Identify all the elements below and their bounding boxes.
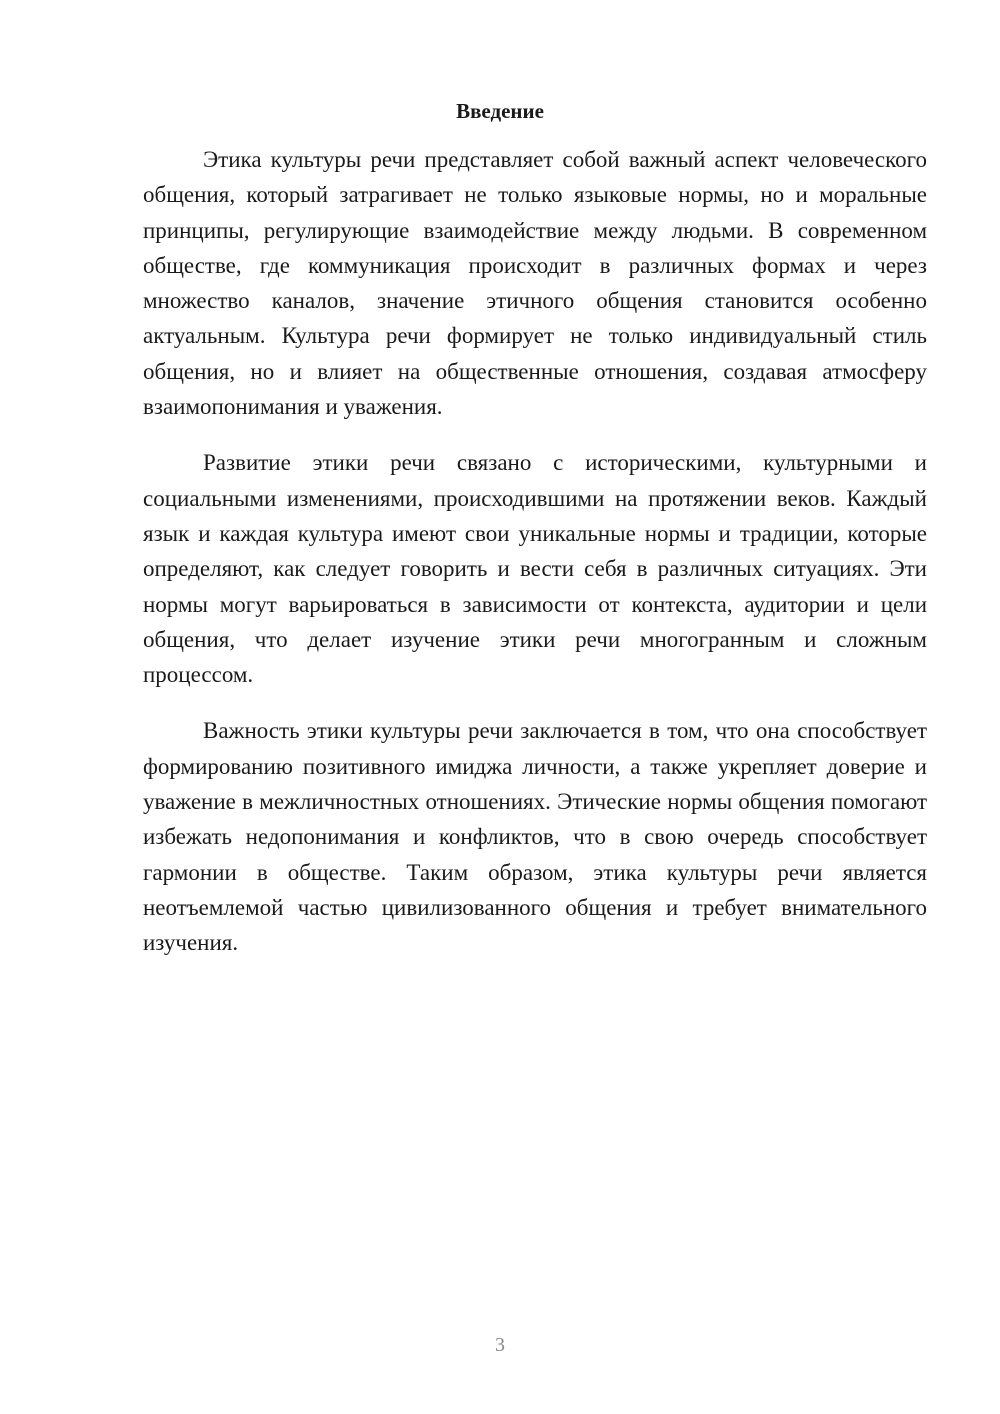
paragraph-3: Важность этики культуры речи заключается в том, что она способствует формированию позитивного имиджа личности, а также укрепляет доверие и уважение в межличностных отношениях. Этические нормы общения помогают избежать недопонимания и конфликтов, что в свою очередь способствует гармонии в обществе. Таким образом, этика культуры речи является неотъемлемой частью цивилизованного общения и требует внимательного изучения. [143, 718, 927, 956]
body-text [143, 142, 927, 982]
paragraph-1: Этика культуры речи представляет собой важный аспект человеческого общения, который затрагивает не только языковые нормы, но и моральные принципы, регулирующие взаимодействие между людьми. В современном обществе, где коммуникация происходит в различных формах и через множество каналов, значение этичного общения становится особенно актуальным. Культура речи формирует не только индивидуальный стиль общения, но и влияет на общественные отношения, создавая атмосферу взаимопонимания и уважения. [143, 147, 927, 420]
paragraph-2: Развитие этики речи связано с историческими, культурными и социальными изменениями, происходившими на протяжении веков. Каждый язык и каждая культура имеют свои уникальные нормы и традиции, которые определяют, как следует говорить и вести себя в различных ситуациях. Эти нормы могут варьироваться в зависимости от контекста, аудитории и цели общения, что делает изучение этики речи многогранным и сложным процессом. [143, 450, 927, 688]
page-number: 3 [495, 1334, 505, 1356]
page-title: Введение [456, 99, 544, 123]
